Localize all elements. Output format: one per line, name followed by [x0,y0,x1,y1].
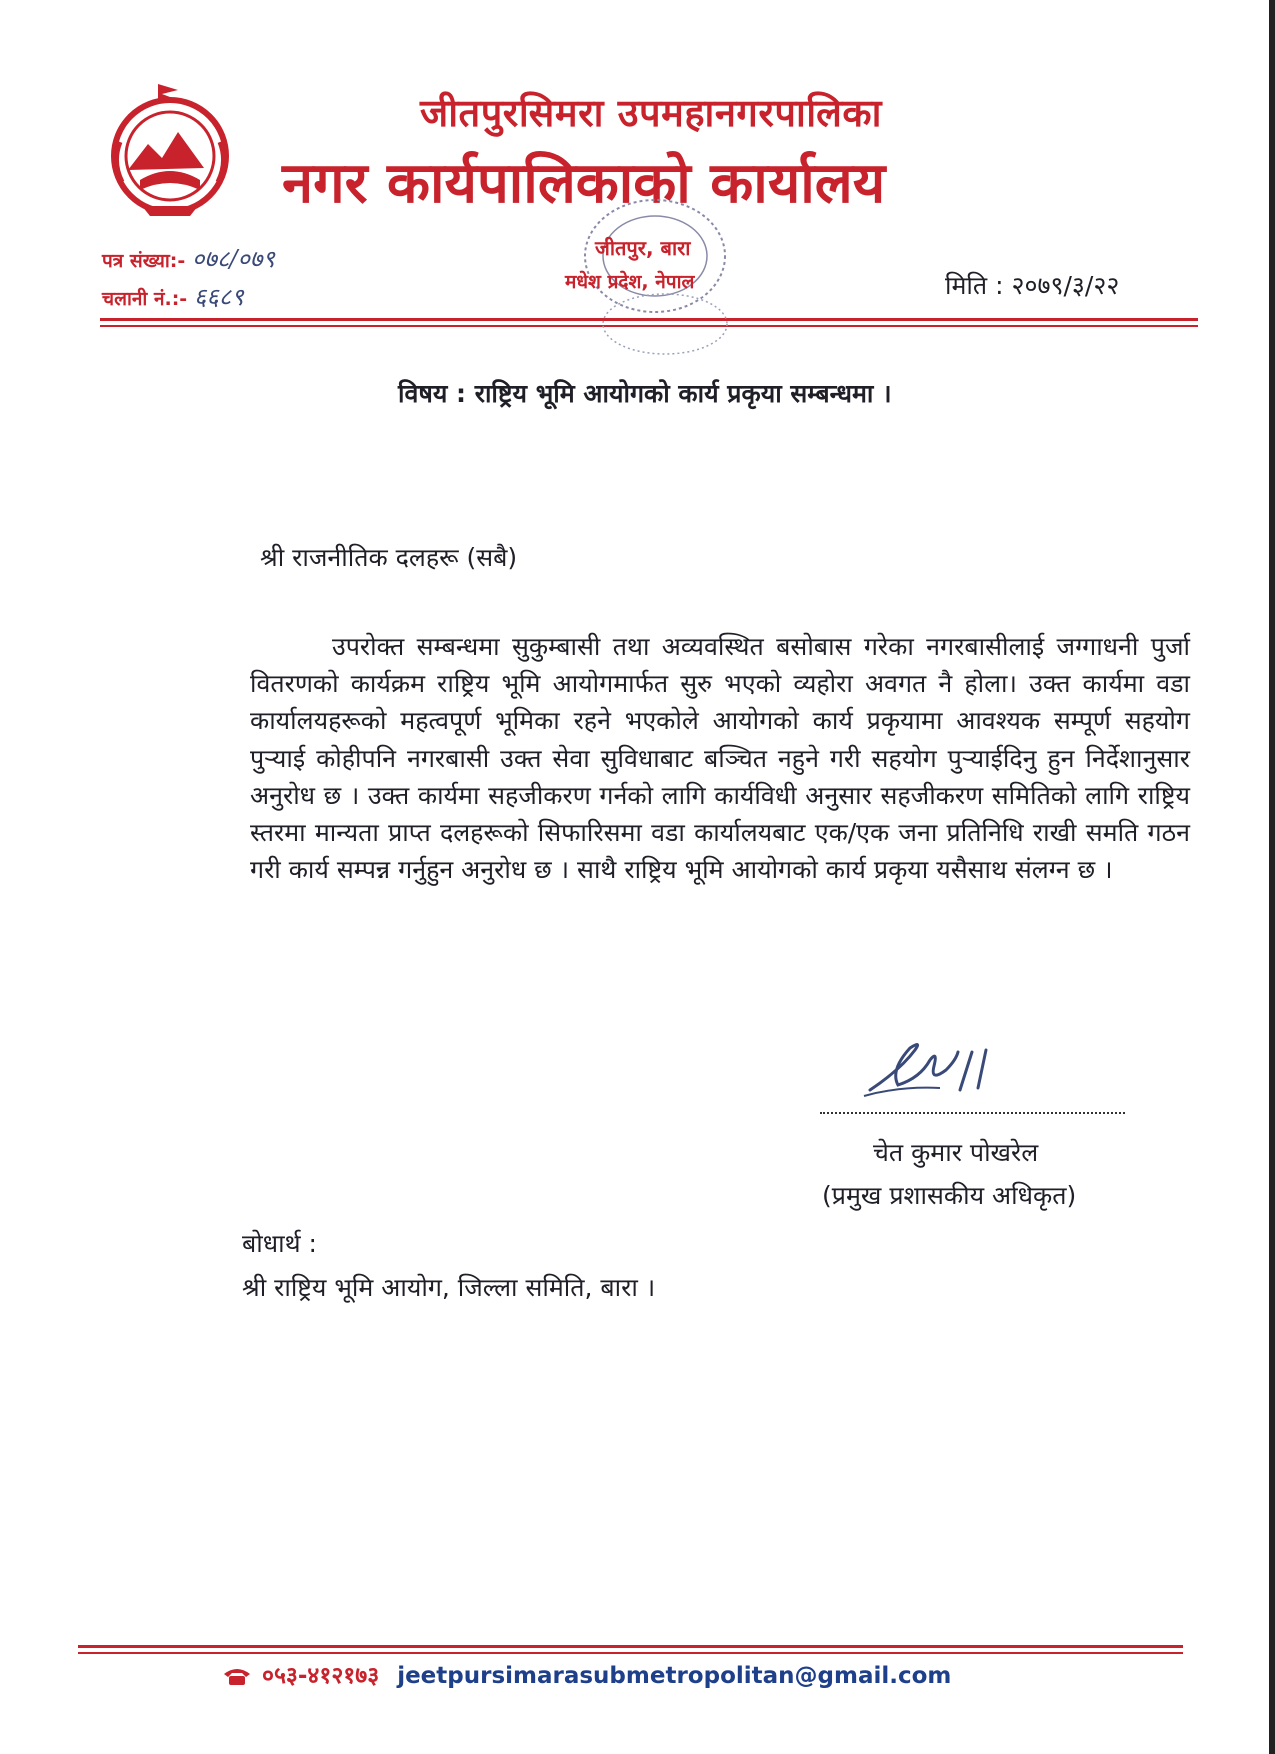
footer-email[interactable]: jeetpursimarasubmetropolitan@gmail.com [397,1663,952,1689]
signer-name: चेत कुमार पोखरेल [873,1138,1039,1167]
signature-line [820,1112,1125,1114]
letter-number-label: पत्र संख्या:- [102,250,186,272]
dispatch-number-row [102,280,244,313]
nepal-emblem-icon [100,82,240,222]
letter-number-row [102,242,275,275]
scan-edge [1269,0,1275,1754]
letter-date: मिति : २०७९/३/२२ [945,271,1120,300]
handwritten-signature [860,1030,1010,1105]
footer-contact [222,1658,951,1690]
letter-subject: विषय : राष्ट्रिय भूमि आयोगको कार्य प्रकृया सम्बन्धमा । [398,379,892,408]
footer-phone: ०५३-४१२१७३ [262,1663,380,1689]
letter-body: उपरोक्त सम्बन्धमा सुकुम्बासी तथा अव्यवस्थित बसोबास गरेका नगरबासीलाई जग्गाधनी पुर्जा वितरणको कार्यक्रम राष्ट्रिय भूमि आयोगमार्फत सुरु भएको व्यहोरा अवगत नै होला। उक्त कार्यमा वडा कार्यालयहरूको महत्वपूर्ण भूमिका रहने भएकोले आयोगको कार्य प्रकृयामा आवश्यक सम्पूर्ण सहयोग पुऱ्याई कोहीपनि नगरबासी उक्त सेवा सुविधाबाट बञ्चित नहुने गरी सहयोग पुऱ्याईदिनु हुन निर्देशानुसार अनुरोध छ । उक्त कार्यमा सहजीकरण गर्नको लागि कार्यविधी अनुसार सहजीकरण समितिको लागि राष्ट्रिय स्तरमा मान्यता प्राप्त दलहरूको सिफारिसमा वडा कार्यालयबाट एक/एक जना प्रतिनिधि राखी समति गठन गरी कार्य सम्पन्न गर्नुहुन अनुरोध छ । साथै राष्ट्रिय भूमि आयोगको कार्य प्रकृया यसैसाथ संलग्न छ । [250,632,1190,885]
letter-addressee: श्री राजनीतिक दलहरू (सबै) [260,543,518,572]
dispatch-number-label: चलानी नं.:- [102,288,188,310]
stamp-line-1: जीतपुर, बारा [595,236,691,260]
stamp-line-2: मधेश प्रदेश, नेपाल [565,271,695,293]
letter-number-value: ०७८/०७९ [191,245,275,273]
office-name: नगर कार्यपालिकाको कार्यालय [282,151,886,216]
telephone-icon [222,1666,252,1686]
footer-divider [78,1645,1183,1648]
dispatch-number-value: ६६८९ [193,283,244,311]
cc-recipient: श्री राष्ट्रिय भूमि आयोग, जिल्ला समिति, बारा । [242,1273,656,1302]
footer-divider-thin [78,1652,1183,1654]
organization-name: जीतपुरसिमरा उपमहानगरपालिका [420,91,882,135]
office-stamp [545,196,775,366]
cc-label: बोधार्थ : [242,1229,317,1258]
signer-title: (प्रमुख प्रशासकीय अधिकृत) [822,1181,1077,1210]
